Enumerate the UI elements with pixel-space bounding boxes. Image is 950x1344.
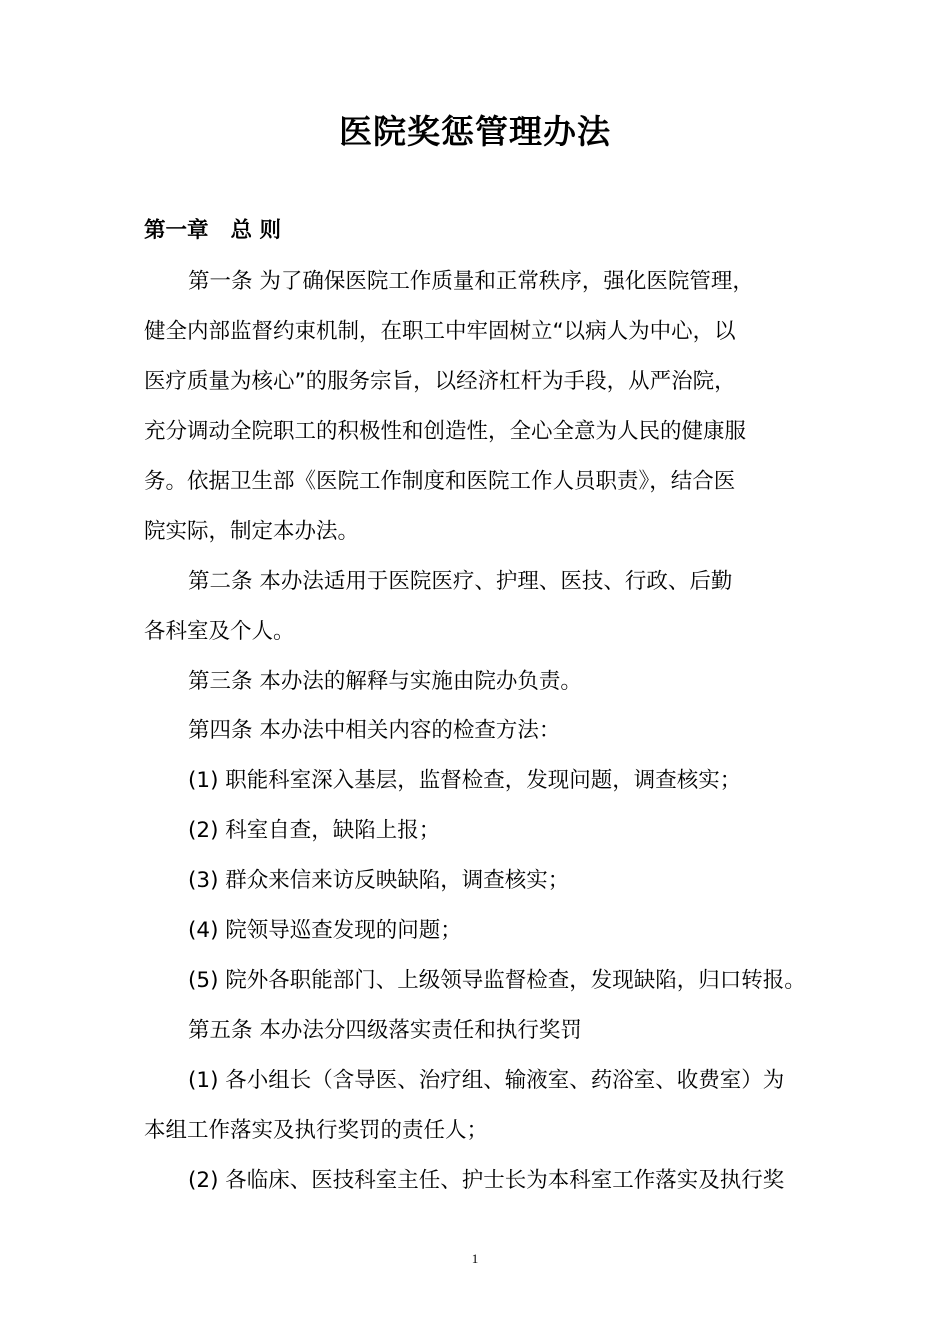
article-4-item-4: (4) 院领导巡查发现的问题；	[188, 918, 462, 943]
page-number: 1	[471, 1251, 479, 1266]
chapter-number: 第一章	[144, 218, 209, 243]
article-4-line-1: 第四条 本办法中相关内容的检查方法：	[188, 718, 561, 743]
article-4-item-2: (2) 科室自查，缺陷上报；	[188, 818, 441, 843]
article-4-item-1: (1) 职能科室深入基层，监督检查，发现问题，调查核实；	[188, 768, 742, 793]
article-4-item-3: (3) 群众来信来访反映缺陷，调查核实；	[188, 868, 570, 893]
article-3-line-1: 第三条 本办法的解释与实施由院办负责。	[188, 669, 582, 694]
article-5-line-1: 第五条 本办法分四级落实责任和执行奖罚	[188, 1018, 582, 1043]
article-5-item-1-line-2: 本组工作落实及执行奖罚的责任人；	[144, 1118, 489, 1143]
article-2-line-1: 第二条 本办法适用于医院医疗、护理、医技、行政、后勤	[188, 569, 733, 594]
article-2-line-2: 各科室及个人。	[144, 619, 295, 644]
article-4-item-5: (5) 院外各职能部门、上级领导监督检查，发现缺陷，归口转报。	[188, 968, 806, 993]
article-1-line-5: 务。依据卫生部《医院工作制度和医院工作人员职责》，结合医	[144, 469, 736, 494]
document-title: 医院奖惩管理办法	[339, 112, 611, 151]
article-1-line-4: 充分调动全院职工的积极性和创造性，全心全意为人民的健康服	[144, 419, 747, 444]
article-5-item-2-line-1: (2) 各临床、医技科室主任、护士长为本科室工作落实及执行奖	[188, 1168, 785, 1193]
article-1-line-2: 健全内部监督约束机制，在职工中牢固树立“以病人为中心，以	[144, 319, 736, 344]
article-1-line-3: 医疗质量为核心”的服务宗旨，以经济杠杆为手段，从严治院，	[144, 369, 736, 394]
article-5-item-1-line-1: (1) 各小组长（含导医、治疗组、输液室、药浴室、收费室）为	[188, 1068, 785, 1093]
chapter-heading	[144, 216, 281, 246]
article-1-line-1: 第一条 为了确保医院工作质量和正常秩序，强化医院管理，	[188, 269, 754, 294]
chapter-name: 总 则	[230, 218, 282, 243]
article-1-line-6: 院实际，制定本办法。	[144, 519, 360, 544]
